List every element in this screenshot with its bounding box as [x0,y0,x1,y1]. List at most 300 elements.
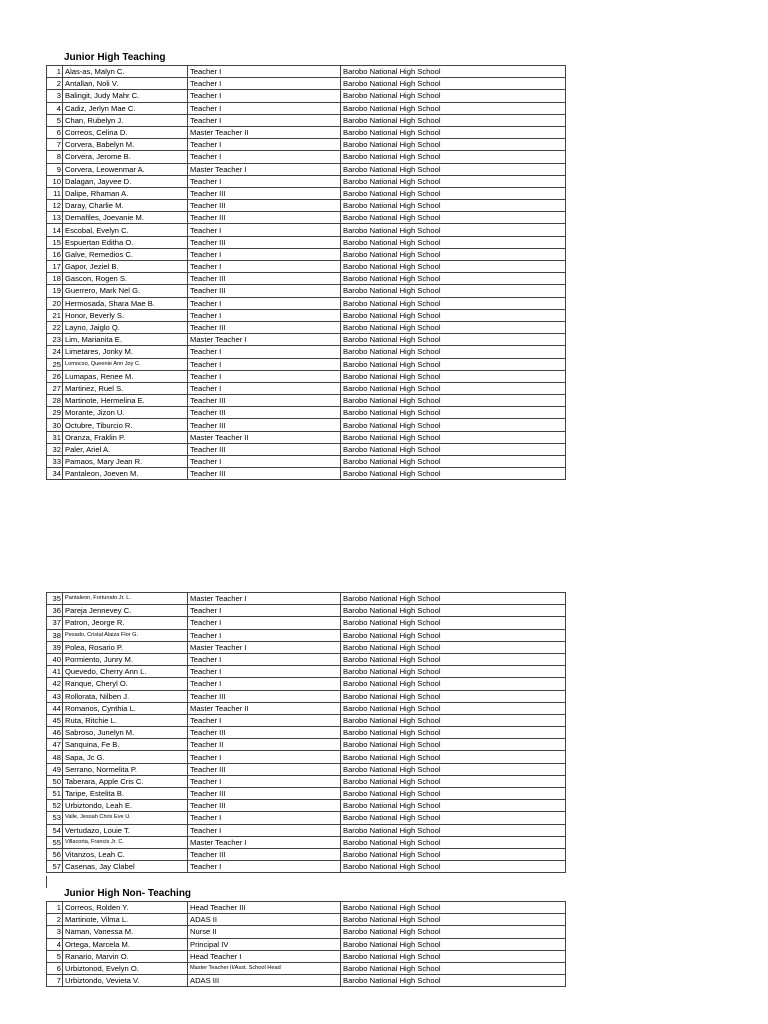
position-cell: ADAS III [188,975,341,987]
row-number-cell: 4 [47,938,63,950]
table-row [47,370,566,382]
school-name-cell: Barobo National High School [341,200,566,212]
position-cell: Teacher I [188,248,341,260]
employee-name-cell: Taripe, Estelita B. [63,788,188,800]
school-name-cell: Barobo National High School [341,763,566,775]
school-name-cell: Barobo National High School [341,261,566,273]
row-number-cell: 2 [47,914,63,926]
table-row [47,975,566,987]
position-cell: Teacher I [188,358,341,370]
school-name-cell: Barobo National High School [341,902,566,914]
employee-name-cell: Sanquina, Fe B. [63,739,188,751]
row-number-cell: 46 [47,727,63,739]
table-row [47,950,566,962]
table-row [47,751,566,763]
table-row [47,666,566,678]
row-number-cell: 4 [47,102,63,114]
school-name-cell: Barobo National High School [341,962,566,974]
row-number-cell: 30 [47,419,63,431]
employee-name-cell: Galve, Remedios C. [63,248,188,260]
employee-name-cell: Balingit, Judy Mahr C. [63,90,188,102]
table-row [47,902,566,914]
position-cell: Teacher I [188,812,341,824]
position-cell: Teacher I [188,605,341,617]
employee-name-cell: Paler, Ariel A. [63,443,188,455]
table-row [47,456,566,468]
table-row [47,163,566,175]
table-row [47,224,566,236]
table-row [47,358,566,370]
school-name-cell: Barobo National High School [341,334,566,346]
employee-name-cell: Antallan, Noli V. [63,78,188,90]
table-row [47,653,566,665]
table-row [47,90,566,102]
row-number-cell: 18 [47,273,63,285]
school-name-cell: Barobo National High School [341,248,566,260]
row-number-cell: 50 [47,775,63,787]
position-cell: Teacher I [188,175,341,187]
position-cell: Teacher I [188,224,341,236]
employee-name-cell: Dalagan, Jayvee D. [63,175,188,187]
row-number-cell: 56 [47,848,63,860]
employee-name-cell: Urbiztondo, Leah E. [63,800,188,812]
row-number-cell: 57 [47,861,63,873]
school-name-cell: Barobo National High School [341,431,566,443]
employee-name-cell: Naman, Vanessa M. [63,926,188,938]
employee-name-cell: Pesado, Cristal Alaiza Flor G. [63,629,188,641]
school-name-cell: Barobo National High School [341,938,566,950]
row-number-cell: 41 [47,666,63,678]
table-row [47,297,566,309]
employee-name-cell: Oranza, Fraklin P. [63,431,188,443]
position-cell: Master Teacher II [188,126,341,138]
employee-name-cell: Rollorata, Nilben J. [63,690,188,702]
row-number-cell: 33 [47,456,63,468]
row-number-cell: 19 [47,285,63,297]
school-name-cell: Barobo National High School [341,346,566,358]
table-row [47,848,566,860]
employee-name-cell: Urbiztondo, Vevieta V. [63,975,188,987]
employee-name-cell: Layno, Jaiglo Q. [63,321,188,333]
row-number-cell: 34 [47,468,63,480]
employee-name-cell: Ortega, Marcela M. [63,938,188,950]
employee-name-cell: Lim, Marianita E. [63,334,188,346]
employee-name-cell: Urbiztonod, Evelyn O. [63,962,188,974]
row-number-cell: 21 [47,309,63,321]
table-row [47,248,566,260]
employee-name-cell: Corvera, Leowenmar A. [63,163,188,175]
school-name-cell: Barobo National High School [341,848,566,860]
spreadsheet-gridline [46,876,47,888]
table-row [47,468,566,480]
row-number-cell: 27 [47,382,63,394]
row-number-cell: 38 [47,629,63,641]
employee-name-cell: Alas-as, Malyn C. [63,66,188,78]
school-name-cell: Barobo National High School [341,285,566,297]
position-cell: Teacher III [188,419,341,431]
school-name-cell: Barobo National High School [341,861,566,873]
position-cell: Teacher III [188,727,341,739]
employee-name-cell: Valle, Jessah Chris Eve U. [63,812,188,824]
row-number-cell: 9 [47,163,63,175]
position-cell: Teacher I [188,653,341,665]
table-row [47,836,566,848]
position-cell: Master Teacher I [188,641,341,653]
row-number-cell: 40 [47,653,63,665]
employee-name-cell: Vitanzos, Leah C. [63,848,188,860]
school-name-cell: Barobo National High School [341,224,566,236]
employee-name-cell: Ranario, Marvin O. [63,950,188,962]
table-row [47,273,566,285]
table-row [47,788,566,800]
school-name-cell: Barobo National High School [341,617,566,629]
school-name-cell: Barobo National High School [341,370,566,382]
row-number-cell: 14 [47,224,63,236]
row-number-cell: 17 [47,261,63,273]
employee-name-cell: Romanos, Cynthia L. [63,702,188,714]
employee-name-cell: Pormiento, Junry M. [63,653,188,665]
position-cell: Master Teacher II [188,431,341,443]
school-name-cell: Barobo National High School [341,66,566,78]
position-cell: Teacher I [188,346,341,358]
position-cell: Master Teacher I [188,334,341,346]
table-row [47,139,566,151]
row-number-cell: 49 [47,763,63,775]
school-name-cell: Barobo National High School [341,456,566,468]
school-name-cell: Barobo National High School [341,690,566,702]
row-number-cell: 7 [47,139,63,151]
position-cell: Teacher I [188,139,341,151]
row-number-cell: 11 [47,187,63,199]
school-name-cell: Barobo National High School [341,824,566,836]
row-number-cell: 3 [47,926,63,938]
school-name-cell: Barobo National High School [341,236,566,248]
table-row [47,395,566,407]
table-row [47,763,566,775]
position-cell: Master Teacher II/Asst. School Head [188,962,341,974]
table-row [47,714,566,726]
school-name-cell: Barobo National High School [341,126,566,138]
school-name-cell: Barobo National High School [341,358,566,370]
school-name-cell: Barobo National High School [341,800,566,812]
row-number-cell: 29 [47,407,63,419]
row-number-cell: 32 [47,443,63,455]
row-number-cell: 1 [47,902,63,914]
school-name-cell: Barobo National High School [341,407,566,419]
row-number-cell: 54 [47,824,63,836]
school-name-cell: Barobo National High School [341,702,566,714]
table-row [47,775,566,787]
employee-name-cell: Morante, Jizon U. [63,407,188,419]
position-cell: Teacher III [188,187,341,199]
row-number-cell: 42 [47,678,63,690]
table-row [47,443,566,455]
table-row [47,78,566,90]
position-cell: Teacher I [188,678,341,690]
position-cell: Teacher I [188,824,341,836]
table-row [47,114,566,126]
school-name-cell: Barobo National High School [341,751,566,763]
employee-name-cell: Guerrero, Mark Nel G. [63,285,188,297]
table-row [47,175,566,187]
school-name-cell: Barobo National High School [341,175,566,187]
school-name-cell: Barobo National High School [341,273,566,285]
section-title-teaching: Junior High Teaching [64,52,166,63]
employee-name-cell: Hermosada, Shara Mae B. [63,297,188,309]
position-cell: Teacher II [188,739,341,751]
position-cell: Teacher I [188,102,341,114]
school-name-cell: Barobo National High School [341,812,566,824]
employee-name-cell: Escobal, Evelyn C. [63,224,188,236]
school-name-cell: Barobo National High School [341,739,566,751]
row-number-cell: 31 [47,431,63,443]
table-row [47,812,566,824]
position-cell: Teacher III [188,236,341,248]
table-row [47,727,566,739]
position-cell: Teacher I [188,90,341,102]
row-number-cell: 48 [47,751,63,763]
table-row [47,419,566,431]
school-name-cell: Barobo National High School [341,395,566,407]
school-name-cell: Barobo National High School [341,950,566,962]
employee-name-cell: Pantaleon, Joeven M. [63,468,188,480]
table-row [47,346,566,358]
table-row [47,151,566,163]
table-row [47,321,566,333]
employee-name-cell: Corvera, Jerome B. [63,151,188,163]
employee-name-cell: Correos, Rolden Y. [63,902,188,914]
school-name-cell: Barobo National High School [341,775,566,787]
employee-name-cell: Demafiles, Joevanie M. [63,212,188,224]
employee-name-cell: Polea, Rosario P. [63,641,188,653]
row-number-cell: 6 [47,126,63,138]
position-cell: Head Teacher I [188,950,341,962]
row-number-cell: 2 [47,78,63,90]
table-row [47,962,566,974]
school-name-cell: Barobo National High School [341,297,566,309]
table-row [47,800,566,812]
section-title-non-teaching: Junior High Non- Teaching [64,888,192,899]
table-row [47,702,566,714]
position-cell: Teacher I [188,456,341,468]
row-number-cell: 16 [47,248,63,260]
row-number-cell: 7 [47,975,63,987]
employee-name-cell: Chan, Rubelyn J. [63,114,188,126]
position-cell: Teacher III [188,285,341,297]
employee-name-cell: Sapa, Jc G. [63,751,188,763]
school-name-cell: Barobo National High School [341,975,566,987]
employee-name-cell: Sabroso, Junelyn M. [63,727,188,739]
employee-name-cell: Serrano, Normelita P. [63,763,188,775]
position-cell: Teacher I [188,714,341,726]
row-number-cell: 22 [47,321,63,333]
table-row [47,861,566,873]
school-name-cell: Barobo National High School [341,102,566,114]
position-cell: Teacher I [188,775,341,787]
position-cell: Teacher III [188,468,341,480]
table-row [47,382,566,394]
position-cell: Teacher I [188,261,341,273]
row-number-cell: 23 [47,334,63,346]
position-cell: Teacher III [188,763,341,775]
row-number-cell: 12 [47,200,63,212]
table-row [47,617,566,629]
table-row [47,739,566,751]
table-row [47,593,566,605]
row-number-cell: 26 [47,370,63,382]
row-number-cell: 20 [47,297,63,309]
school-name-cell: Barobo National High School [341,678,566,690]
position-cell: Teacher III [188,407,341,419]
school-name-cell: Barobo National High School [341,187,566,199]
employee-name-cell: Pantaleon, Fortunato Jr. L. [63,593,188,605]
row-number-cell: 36 [47,605,63,617]
employee-name-cell: Patron, Jeorge R. [63,617,188,629]
table-row [47,926,566,938]
position-cell: Teacher III [188,200,341,212]
position-cell: Teacher I [188,617,341,629]
table-row [47,200,566,212]
school-name-cell: Barobo National High School [341,914,566,926]
row-number-cell: 43 [47,690,63,702]
employee-name-cell: Martinote, Vilma L. [63,914,188,926]
school-name-cell: Barobo National High School [341,468,566,480]
school-name-cell: Barobo National High School [341,114,566,126]
table-row [47,629,566,641]
employee-name-cell: Honor, Beverly S. [63,309,188,321]
position-cell: Teacher III [188,788,341,800]
employee-name-cell: Limetares, Jonky M. [63,346,188,358]
row-number-cell: 28 [47,395,63,407]
position-cell: Teacher I [188,861,341,873]
row-number-cell: 13 [47,212,63,224]
position-cell: Teacher III [188,690,341,702]
position-cell: Teacher III [188,848,341,860]
school-name-cell: Barobo National High School [341,653,566,665]
table-row [47,285,566,297]
row-number-cell: 1 [47,66,63,78]
table-row [47,261,566,273]
employee-name-cell: Gapor, Jeziel B. [63,261,188,273]
employee-name-cell: Villacorta, Francis Jr. C. [63,836,188,848]
position-cell: Master Teacher I [188,593,341,605]
employee-name-cell: Correos, Celina D. [63,126,188,138]
school-name-cell: Barobo National High School [341,641,566,653]
table-row [47,102,566,114]
table-row [47,914,566,926]
position-cell: Teacher I [188,114,341,126]
position-cell: Teacher III [188,321,341,333]
position-cell: Teacher III [188,395,341,407]
school-name-cell: Barobo National High School [341,727,566,739]
position-cell: Teacher I [188,370,341,382]
school-name-cell: Barobo National High School [341,151,566,163]
position-cell: Master Teacher I [188,836,341,848]
non-teaching-table [46,901,566,987]
position-cell: Teacher I [188,751,341,763]
position-cell: Master Teacher II [188,702,341,714]
employee-name-cell: Quevedo, Cherry Ann L. [63,666,188,678]
position-cell: Principal IV [188,938,341,950]
table-row [47,334,566,346]
row-number-cell: 44 [47,702,63,714]
employee-name-cell: Ranque, Cheryl O. [63,678,188,690]
row-number-cell: 24 [47,346,63,358]
row-number-cell: 3 [47,90,63,102]
employee-name-cell: Corvera, Babelyn M. [63,139,188,151]
row-number-cell: 35 [47,593,63,605]
school-name-cell: Barobo National High School [341,163,566,175]
employee-name-cell: Ruta, Ritchie L. [63,714,188,726]
row-number-cell: 51 [47,788,63,800]
employee-name-cell: Octubre, Tiburcio R. [63,419,188,431]
table-row [47,407,566,419]
school-name-cell: Barobo National High School [341,309,566,321]
table-row [47,309,566,321]
school-name-cell: Barobo National High School [341,788,566,800]
position-cell: Teacher I [188,151,341,163]
row-number-cell: 8 [47,151,63,163]
school-name-cell: Barobo National High School [341,78,566,90]
row-number-cell: 6 [47,962,63,974]
position-cell: Teacher III [188,212,341,224]
position-cell: Teacher I [188,382,341,394]
school-name-cell: Barobo National High School [341,419,566,431]
table-row [47,212,566,224]
employee-name-cell: Vertudazo, Louie T. [63,824,188,836]
position-cell: Teacher I [188,78,341,90]
table-row [47,938,566,950]
employee-name-cell: Casenas, Jay Clabel [63,861,188,873]
school-name-cell: Barobo National High School [341,443,566,455]
table-row [47,187,566,199]
row-number-cell: 5 [47,950,63,962]
row-number-cell: 10 [47,175,63,187]
position-cell: Teacher III [188,800,341,812]
position-cell: Master Teacher I [188,163,341,175]
table-row [47,690,566,702]
position-cell: Teacher I [188,629,341,641]
school-name-cell: Barobo National High School [341,629,566,641]
school-name-cell: Barobo National High School [341,714,566,726]
employee-name-cell: Cadiz, Jerlyn Mae C. [63,102,188,114]
table-row [47,824,566,836]
school-name-cell: Barobo National High School [341,605,566,617]
position-cell: Teacher III [188,443,341,455]
row-number-cell: 25 [47,358,63,370]
table-row [47,126,566,138]
school-name-cell: Barobo National High School [341,139,566,151]
row-number-cell: 52 [47,800,63,812]
table-row [47,641,566,653]
row-number-cell: 15 [47,236,63,248]
position-cell: Nurse II [188,926,341,938]
employee-name-cell: Dalipe, Rhaman A. [63,187,188,199]
table-row [47,431,566,443]
school-name-cell: Barobo National High School [341,926,566,938]
row-number-cell: 37 [47,617,63,629]
employee-name-cell: Lumapas, Renee M. [63,370,188,382]
position-cell: Head Teacher III [188,902,341,914]
school-name-cell: Barobo National High School [341,382,566,394]
school-name-cell: Barobo National High School [341,836,566,848]
employee-name-cell: Espuertan Editha O. [63,236,188,248]
school-name-cell: Barobo National High School [341,666,566,678]
row-number-cell: 39 [47,641,63,653]
school-name-cell: Barobo National High School [341,212,566,224]
employee-name-cell: Martinote, Hermelina E. [63,395,188,407]
position-cell: ADAS II [188,914,341,926]
